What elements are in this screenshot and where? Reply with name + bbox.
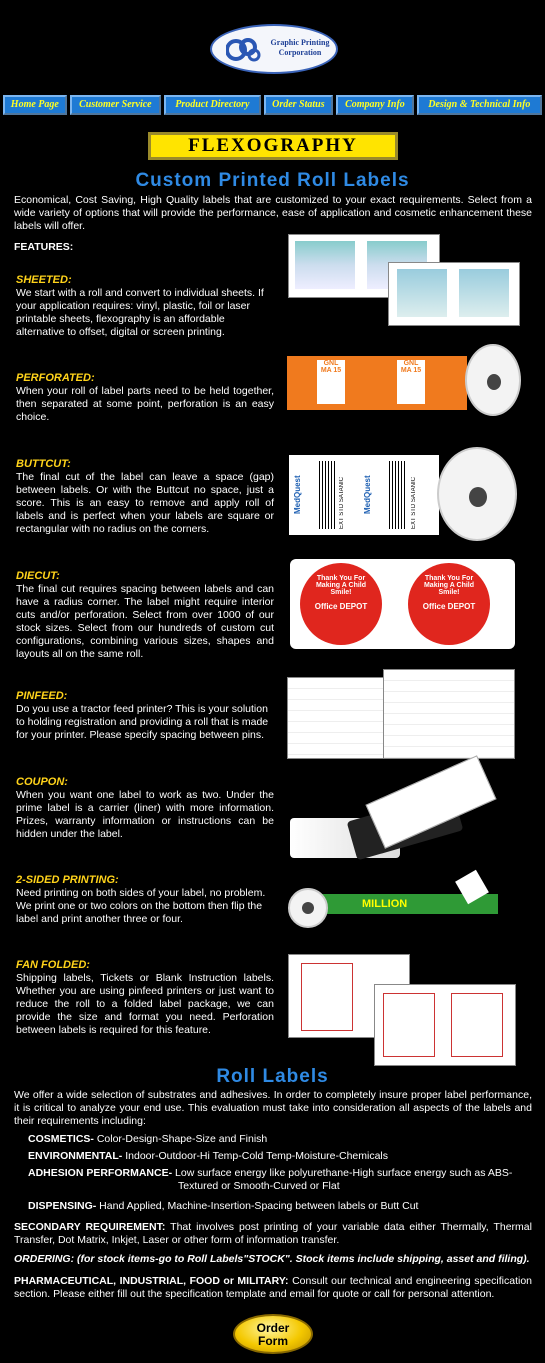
- req-text: Indoor-Outdoor-Hi Temp-Cold Temp-Moisture-Chemicals: [122, 1150, 389, 1162]
- nav-order-status[interactable]: Order Status: [264, 95, 334, 115]
- feature-sheeted: [16, 274, 274, 339]
- fan-folded-labels-image: [288, 954, 522, 1066]
- req-text: Low surface energy like polyurethane-High surface energy such as ABS-: [172, 1167, 513, 1179]
- req-label: DISPENSING-: [28, 1200, 97, 1212]
- orange-label-strip: [287, 356, 467, 410]
- diecut-labels-image: [290, 559, 515, 649]
- barcode: [319, 461, 337, 529]
- feature-heading: PERFORATED:: [16, 372, 95, 384]
- nav-company-info[interactable]: Company Info: [336, 95, 414, 115]
- order-form-button[interactable]: [233, 1314, 313, 1354]
- secondary-text: That involves post printing of your variable data either Thermally, Thermal Transfer, Dot Matrix, Inkjet, Laser or other form of information transfer.: [14, 1221, 532, 1246]
- roll-labels-title: Roll Labels: [216, 1066, 329, 1087]
- label-roll: [288, 888, 328, 928]
- feature-diecut: [16, 570, 274, 661]
- buttcut-roll-image: [287, 447, 522, 542]
- shipping-label-outline: [301, 963, 353, 1031]
- req-cosmetics: [28, 1133, 533, 1146]
- req-adhesion: [28, 1167, 543, 1193]
- pharma-note: [14, 1275, 532, 1301]
- feature-pinfeed: [16, 690, 274, 742]
- coupon-label-image: [290, 772, 515, 864]
- sheet-label-art: [459, 269, 509, 317]
- office-depot-text: Office DEPOT: [314, 602, 368, 611]
- ma-text: MA 15: [320, 367, 342, 374]
- req-environmental: [28, 1150, 533, 1163]
- nav-customer-service[interactable]: Customer Service: [70, 95, 161, 115]
- feature-body: When you want one label to work as two. Under the prime label is a carrier (liner) with more information. Prizes, warranty information or instructions can be hidden under the label.: [16, 789, 274, 840]
- flexography-banner: FLEXOGRAPHY: [148, 132, 398, 160]
- ordering-note[interactable]: ORDERING: (for stock items-go to Roll Labels"STOCK". Stock items include shipping, asset and filing).: [14, 1253, 530, 1265]
- secondary-requirement: [14, 1221, 532, 1247]
- feature-body: The final cut requires spacing between labels and can have a radius corner. The label might require interior cuts and/or perforation. Select from over 1000 of our stock sizes. Select from our hundreds of custom cut configurations, combining various sizes, shapes and layouts all on the same roll.: [16, 583, 274, 660]
- feature-body: We start with a roll and convert to individual sheets. If your application requires: vinyl, plastic, foil or laser printable sheets, flexography is an affordable alternative to offset, digital or screen printing.: [16, 287, 264, 338]
- roll-intro: We offer a wide selection of substrates and adhesives. In order to completely insure proper label performance, it is critical to analyze your end use. This evaluation must take into consideration all aspects of the labels and their requirements including:: [14, 1089, 532, 1127]
- feature-heading: DIECUT:: [16, 570, 60, 582]
- roll-core: [469, 487, 487, 507]
- label-sheet: [388, 262, 520, 326]
- sheeted-labels-image: [288, 234, 522, 329]
- nav-design-technical[interactable]: Design & Technical Info: [417, 95, 542, 115]
- feature-heading: SHEETED:: [16, 274, 72, 286]
- sheet-label-art: [295, 241, 355, 289]
- label-roll: [437, 447, 517, 541]
- feature-coupon: [16, 776, 274, 841]
- nav-product-directory[interactable]: Product Directory: [164, 95, 260, 115]
- sheet-label-art: [397, 269, 447, 317]
- req-dispensing: [28, 1200, 533, 1213]
- circle-label: [408, 563, 490, 645]
- feature-heading: 2-SIDED PRINTING:: [16, 874, 119, 886]
- feature-heading: PINFEED:: [16, 690, 68, 702]
- pinfeed-sheet: [287, 677, 389, 759]
- feature-buttcut: [16, 458, 274, 536]
- req-label: ADHESION PERFORMANCE-: [28, 1167, 173, 1179]
- label-roll: [465, 344, 521, 416]
- order-line2: Form: [258, 1334, 288, 1348]
- ma-text: MA 15: [400, 367, 422, 374]
- feature-heading: BUTTCUT:: [16, 458, 71, 470]
- barcode: [389, 461, 407, 529]
- features-label: FEATURES:: [14, 241, 74, 253]
- feature-body: When your roll of label parts need to be held together, then separated at some point, perforation is an easy choice.: [16, 385, 274, 423]
- pinfeed-labels-image: [287, 669, 517, 761]
- main-nav: [3, 95, 542, 115]
- req-text-line2: Textured or Smooth-Curved or Flat: [178, 1180, 340, 1192]
- white-label-strip: [289, 455, 439, 535]
- medquest-logo: MedQuest: [293, 475, 302, 515]
- feature-body: Do you use a tractor feed printer? This is your solution to holding registration and providing a roll that is made for your printer. Please specify spacing between pins.: [16, 703, 269, 741]
- gnl-text: GNL: [403, 360, 419, 367]
- office-depot-text: Office DEPOT: [422, 602, 476, 611]
- thanks-text: Thank You For Making A Child Smile!: [423, 575, 475, 596]
- req-label: COSMETICS-: [28, 1133, 94, 1145]
- roll-core: [487, 374, 501, 390]
- logo-text: [264, 38, 336, 58]
- logo-line1: Graphic Printing: [270, 38, 330, 47]
- gpc-monogram-icon: [226, 35, 262, 65]
- green-label-strip: MILLION: [318, 894, 498, 914]
- logo-line2: Corporation: [278, 48, 322, 57]
- gnl-label: [397, 360, 425, 404]
- feature-two-sided: [16, 874, 274, 926]
- shipping-label-outline: [383, 993, 435, 1057]
- company-logo[interactable]: [210, 24, 338, 74]
- req-text: Hand Applied, Machine-Insertion-Spacing between labels or Butt Cut: [96, 1200, 419, 1212]
- feature-body: Need printing on both sides of your label, no problem. We print one or two colors on the bottom then flip the label and print another three or four.: [16, 887, 266, 925]
- ext-std-text: EXT STD SATANIC: [339, 476, 345, 529]
- pinfeed-sheet: [383, 669, 515, 759]
- feature-heading: COUPON:: [16, 776, 68, 788]
- gnl-text: GNL: [323, 360, 339, 367]
- medquest-logo: MedQuest: [363, 475, 372, 515]
- feature-body: The final cut of the label can leave a space (gap) between labels. Or with the Buttcut no space, just a score. This is an easy to remove and apply roll of labels and is perfect when your labels are square or rectangular with no radius on the corners.: [16, 471, 274, 535]
- roll-core: [302, 902, 314, 914]
- req-label: ENVIRONMENTAL-: [28, 1150, 123, 1162]
- perforated-roll-image: [287, 344, 522, 419]
- pharma-text: Consult our technical and engineering specification section. Please either fill out the specification template and email for quote or call for personal attention.: [14, 1275, 532, 1300]
- two-sided-label-image: [288, 872, 522, 936]
- feature-body: Shipping labels, Tickets or Blank Instruction labels. Whether you are using pinfeed printers or just want to reduce the roll to a folded label package, we can provide the size and format you need. Perforation between labels is required for this feature.: [16, 972, 274, 1036]
- secondary-label: SECONDARY REQUIREMENT:: [14, 1221, 166, 1233]
- shipping-label-outline: [451, 993, 503, 1057]
- fan-fold-sheet: [374, 984, 516, 1066]
- feature-heading: FAN FOLDED:: [16, 959, 90, 971]
- req-text: Color-Design-Shape-Size and Finish: [93, 1133, 268, 1145]
- feature-fan-folded: [16, 959, 274, 1037]
- thanks-text: Thank You For Making A Child Smile!: [315, 575, 367, 596]
- nav-home[interactable]: Home Page: [3, 95, 67, 115]
- intro-text: Economical, Cost Saving, High Quality labels that are customized to your exact requirements. Select from a wide variety of options that will provide the performance, ease of application and cosmetic enhancement these labels will offer.: [14, 194, 532, 232]
- ext-std-text: EXT STD SATANIC: [411, 476, 417, 529]
- page-title: Custom Printed Roll Labels: [135, 170, 410, 191]
- circle-label: [300, 563, 382, 645]
- feature-perforated: [16, 372, 274, 424]
- gnl-label: [317, 360, 345, 404]
- order-line1: Order: [256, 1321, 290, 1335]
- pharma-label: PHARMACEUTICAL, INDUSTRIAL, FOOD or MILITARY:: [14, 1275, 289, 1287]
